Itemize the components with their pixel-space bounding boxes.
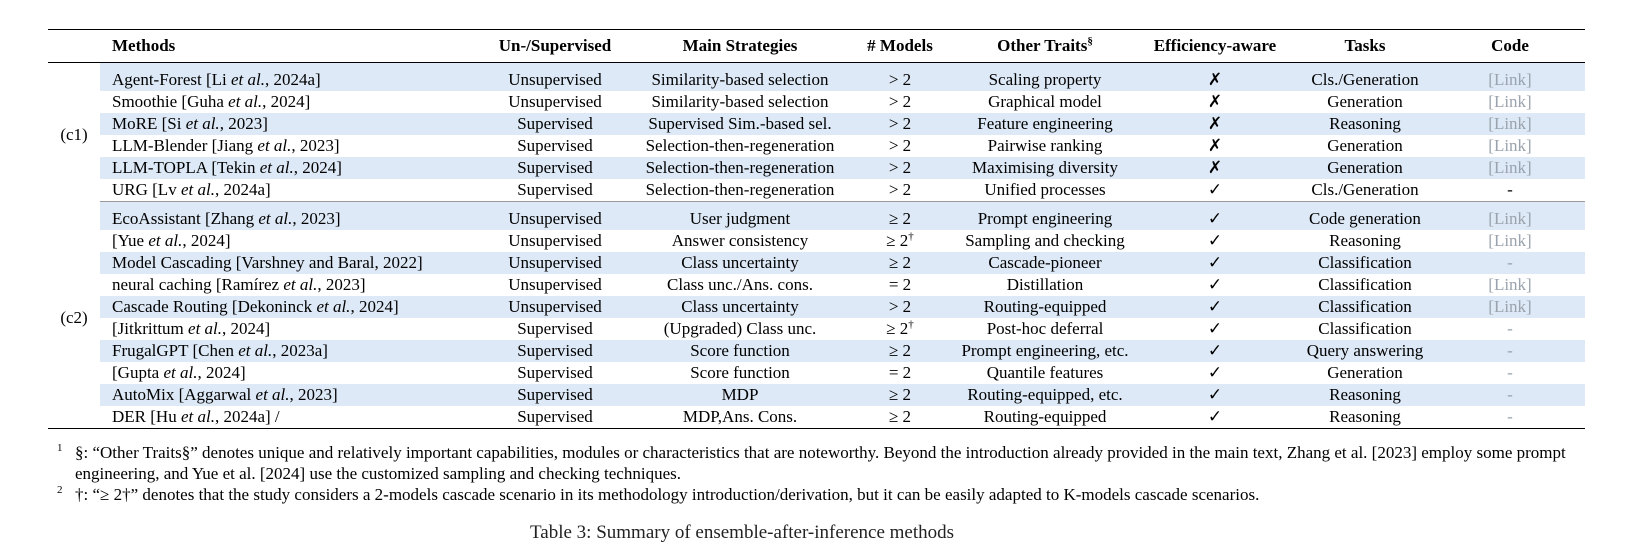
models-value: > 2 bbox=[888, 136, 912, 155]
traits-cell: Quantile features bbox=[986, 363, 1104, 382]
strategy-cell: Similarity-based selection bbox=[635, 63, 845, 92]
header-models: # Models bbox=[867, 36, 933, 55]
models-cell bbox=[845, 362, 955, 384]
method-year: , 2024] bbox=[222, 319, 271, 338]
supervision-cell: Supervised bbox=[517, 180, 593, 199]
models-value: > 2 bbox=[888, 114, 912, 133]
group-label: (c1) bbox=[48, 63, 100, 202]
check-icon: ✓ bbox=[1207, 363, 1223, 382]
method-year: , 2024] bbox=[262, 92, 311, 111]
traits-cell: Distillation bbox=[1006, 275, 1084, 294]
method-year: , 2024] bbox=[350, 297, 399, 316]
models-cell bbox=[845, 296, 955, 318]
task-cell: Generation bbox=[1295, 157, 1435, 179]
table-row bbox=[48, 230, 1585, 252]
method-cell bbox=[100, 340, 475, 362]
table-header-row bbox=[48, 30, 1585, 63]
models-value: > 2 bbox=[888, 158, 912, 177]
header-efficiency: Efficiency-aware bbox=[1153, 36, 1277, 55]
task-cell: Code generation bbox=[1295, 202, 1435, 231]
code-cell bbox=[1435, 318, 1585, 340]
footnote-1-text: §: “Other Traits§” denotes unique and relatively important capabilities, modules or characteristics that are noteworthy. Beyond the introduction already provided in the main text, Zhang et al. [2023] employ some prompt engineering, and Yue et al. [2024] use the customized sampling and checking techniques. bbox=[75, 443, 1566, 483]
traits-cell: Prompt engineering, etc. bbox=[955, 340, 1135, 362]
group-c2 bbox=[48, 202, 1585, 429]
method-etal: et al. bbox=[238, 341, 273, 360]
method-cell bbox=[100, 63, 475, 92]
models-dagger: † bbox=[908, 230, 914, 243]
code-dash: - bbox=[1507, 253, 1513, 272]
header-group bbox=[48, 30, 100, 63]
cross-icon: ✗ bbox=[1135, 113, 1295, 135]
models-value: ≥ 2 bbox=[888, 385, 912, 404]
traits-cell: Post-hoc deferral bbox=[986, 319, 1104, 338]
code-cell bbox=[1435, 91, 1585, 113]
supervision-cell: Unsupervised bbox=[475, 63, 635, 92]
task-cell: Classification bbox=[1318, 275, 1412, 294]
table-row bbox=[48, 202, 1585, 231]
strategy-cell: User judgment bbox=[635, 202, 845, 231]
method-name: FrugalGPT [Chen bbox=[112, 341, 239, 360]
task-cell: Query answering bbox=[1295, 340, 1435, 362]
header-strategies: Main Strategies bbox=[682, 36, 798, 55]
check-icon: ✓ bbox=[1207, 319, 1223, 338]
models-value: = 2 bbox=[888, 363, 912, 382]
code-cell bbox=[1435, 252, 1585, 274]
method-year: , 2023] bbox=[317, 275, 366, 294]
models-cell bbox=[845, 202, 955, 231]
table-row bbox=[48, 296, 1585, 318]
strategy-cell: Class uncertainty bbox=[635, 296, 845, 318]
task-cell: Cls./Generation bbox=[1311, 180, 1419, 199]
footnote-2: 2 †: “≥ 2†” denotes that the study considers a 2-models cascade scenario in its methodology introduction/derivation, but it can be easily adapted to K-models cascade scenarios. bbox=[57, 484, 1260, 504]
models-value: ≥ 2 bbox=[888, 209, 912, 228]
task-cell: Classification bbox=[1295, 296, 1435, 318]
method-etal: et al. bbox=[163, 363, 198, 382]
check-icon: ✓ bbox=[1135, 252, 1295, 274]
method-cell bbox=[100, 113, 475, 135]
traits-cell: Pairwise ranking bbox=[987, 136, 1103, 155]
method-etal: et al. bbox=[259, 158, 294, 177]
models-cell bbox=[845, 252, 955, 274]
cross-icon: ✗ bbox=[1207, 136, 1223, 155]
table-row bbox=[48, 179, 1585, 202]
code-cell bbox=[1435, 384, 1585, 406]
method-etal: et al. bbox=[228, 92, 263, 111]
supervision-cell: Supervised bbox=[475, 157, 635, 179]
cross-icon: ✗ bbox=[1135, 157, 1295, 179]
strategy-cell: Class unc./Ans. cons. bbox=[667, 275, 813, 294]
strategy-cell: Score function bbox=[635, 340, 845, 362]
header-other-traits: Other Traits§ bbox=[997, 35, 1093, 55]
task-cell: Cls./Generation bbox=[1295, 63, 1435, 92]
models-cell bbox=[845, 91, 955, 113]
method-cell bbox=[100, 157, 475, 179]
method-cell bbox=[100, 274, 475, 296]
task-cell: Generation bbox=[1327, 136, 1403, 155]
method-name: AutoMix [Aggarwal bbox=[112, 385, 256, 404]
supervision-cell: Supervised bbox=[517, 136, 593, 155]
footnotes bbox=[57, 442, 1607, 505]
code-cell bbox=[1435, 179, 1585, 202]
supervision-cell: Supervised bbox=[475, 113, 635, 135]
method-name: neural caching [Ramírez bbox=[112, 275, 284, 294]
method-name: URG [Lv bbox=[112, 180, 181, 199]
method-cell bbox=[100, 230, 475, 252]
strategy-cell: MDP,Ans. Cons. bbox=[682, 407, 798, 426]
table-row bbox=[48, 91, 1585, 113]
code-link[interactable]: [Link] bbox=[1488, 158, 1532, 177]
models-cell bbox=[845, 63, 955, 92]
traits-cell: Routing-equipped bbox=[983, 407, 1107, 426]
header-methods: Methods bbox=[112, 36, 176, 55]
summary-table bbox=[48, 29, 1585, 429]
method-etal: et al. bbox=[188, 319, 223, 338]
strategy-cell: Similarity-based selection bbox=[651, 92, 829, 111]
models-value: > 2 bbox=[888, 297, 912, 316]
code-dash: - bbox=[1507, 363, 1513, 382]
check-icon: ✓ bbox=[1135, 296, 1295, 318]
traits-cell: Cascade-pioneer bbox=[955, 252, 1135, 274]
method-year: , 2024a] bbox=[214, 180, 271, 199]
table-row bbox=[48, 406, 1585, 429]
supervision-cell: Unsupervised bbox=[475, 202, 635, 231]
table-row bbox=[48, 274, 1585, 296]
code-cell bbox=[1435, 406, 1585, 429]
code-cell bbox=[1435, 362, 1585, 384]
supervision-cell: Supervised bbox=[517, 319, 593, 338]
models-value: ≥ 2 bbox=[888, 253, 912, 272]
code-cell bbox=[1435, 230, 1585, 252]
group-c1 bbox=[48, 63, 1585, 202]
method-cell bbox=[100, 252, 475, 274]
check-icon: ✓ bbox=[1207, 180, 1223, 199]
method-etal: et al. bbox=[257, 136, 292, 155]
task-cell: Generation bbox=[1327, 92, 1403, 111]
traits-cell: Unified processes bbox=[984, 180, 1106, 199]
method-name: LLM-TOPLA [Tekin bbox=[112, 158, 260, 177]
method-cell bbox=[100, 91, 475, 113]
strategy-cell: Score function bbox=[690, 363, 790, 382]
traits-cell: Routing-equipped, etc. bbox=[955, 384, 1135, 406]
code-cell bbox=[1435, 113, 1585, 135]
supervision-cell: Supervised bbox=[517, 363, 593, 382]
strategy-cell: Class uncertainty bbox=[635, 252, 845, 274]
code-dash: - bbox=[1507, 180, 1513, 199]
models-cell bbox=[845, 179, 955, 202]
method-cell bbox=[100, 384, 475, 406]
strategy-cell: Selection-then-regeneration bbox=[645, 136, 835, 155]
method-year: , 2024a] bbox=[264, 70, 321, 89]
method-etal: et al. bbox=[230, 70, 265, 89]
traits-cell: Prompt engineering bbox=[955, 202, 1135, 231]
code-dash: - bbox=[1507, 319, 1513, 338]
method-year: , 2024] bbox=[293, 158, 342, 177]
supervision-cell: Supervised bbox=[517, 407, 593, 426]
method-cell bbox=[100, 296, 475, 318]
method-name: [Yue bbox=[112, 231, 149, 250]
strategy-cell: Selection-then-regeneration bbox=[645, 180, 835, 199]
code-link[interactable]: [Link] bbox=[1488, 92, 1532, 111]
code-cell bbox=[1435, 274, 1585, 296]
check-icon: ✓ bbox=[1135, 202, 1295, 231]
traits-cell: Graphical model bbox=[988, 92, 1102, 111]
code-cell bbox=[1435, 157, 1585, 179]
strategy-cell: Answer consistency bbox=[671, 231, 809, 250]
method-etal: et al. bbox=[180, 407, 215, 426]
task-cell: Classification bbox=[1295, 252, 1435, 274]
models-value: ≥ 2 bbox=[886, 319, 909, 338]
method-etal: et al. bbox=[258, 209, 293, 228]
method-cell bbox=[100, 362, 475, 384]
models-value: > 2 bbox=[888, 92, 912, 111]
method-name: Cascade Routing [Dekoninck bbox=[112, 297, 317, 316]
check-icon: ✓ bbox=[1207, 407, 1223, 426]
code-dash: - bbox=[1507, 341, 1513, 360]
table-row bbox=[48, 63, 1585, 92]
method-etal: et al. bbox=[185, 114, 220, 133]
task-cell: Reasoning bbox=[1329, 407, 1401, 426]
code-link[interactable]: [Link] bbox=[1488, 275, 1532, 294]
method-year: , 2024] bbox=[182, 231, 231, 250]
code-link[interactable]: [Link] bbox=[1488, 70, 1532, 89]
method-name: Agent-Forest [Li bbox=[112, 70, 231, 89]
strategy-cell: Selection-then-regeneration bbox=[635, 157, 845, 179]
table-row bbox=[48, 384, 1585, 406]
method-name: Model Cascading [Varshney and Baral, 2022] bbox=[112, 253, 423, 272]
method-year: , 2023] bbox=[289, 385, 338, 404]
models-value: ≥ 2 bbox=[888, 407, 912, 426]
table-row bbox=[48, 362, 1585, 384]
check-icon: ✓ bbox=[1207, 275, 1223, 294]
models-value: > 2 bbox=[888, 70, 912, 89]
code-link[interactable]: [Link] bbox=[1488, 231, 1532, 250]
code-dash: - bbox=[1507, 407, 1513, 426]
models-value: ≥ 2 bbox=[886, 231, 909, 250]
check-icon: ✓ bbox=[1207, 231, 1223, 250]
table-row bbox=[48, 252, 1585, 274]
code-link[interactable]: [Link] bbox=[1488, 209, 1532, 228]
cross-icon: ✗ bbox=[1135, 63, 1295, 92]
header-code: Code bbox=[1491, 36, 1529, 55]
models-cell bbox=[845, 340, 955, 362]
traits-cell: Maximising diversity bbox=[955, 157, 1135, 179]
code-cell bbox=[1435, 202, 1585, 231]
summary-table-container bbox=[48, 29, 1585, 429]
cross-icon: ✗ bbox=[1207, 92, 1223, 111]
table-row bbox=[48, 340, 1585, 362]
traits-cell: Routing-equipped bbox=[955, 296, 1135, 318]
models-cell bbox=[845, 406, 955, 429]
traits-cell: Scaling property bbox=[955, 63, 1135, 92]
models-value: = 2 bbox=[888, 275, 912, 294]
method-year: , 2024a] / bbox=[214, 407, 280, 426]
method-etal: et al. bbox=[283, 275, 318, 294]
method-cell bbox=[100, 202, 475, 231]
task-cell: Generation bbox=[1327, 363, 1403, 382]
method-cell bbox=[100, 406, 475, 429]
code-cell bbox=[1435, 63, 1585, 92]
supervision-cell: Unsupervised bbox=[508, 275, 602, 294]
task-cell: Reasoning bbox=[1295, 384, 1435, 406]
method-etal: et al. bbox=[255, 385, 290, 404]
method-year: , 2023a] bbox=[272, 341, 328, 360]
code-link[interactable]: [Link] bbox=[1488, 114, 1532, 133]
table-row bbox=[48, 135, 1585, 157]
check-icon: ✓ bbox=[1135, 384, 1295, 406]
task-cell: Reasoning bbox=[1295, 113, 1435, 135]
models-dagger: † bbox=[908, 318, 914, 331]
code-cell bbox=[1435, 135, 1585, 157]
strategy-cell: (Upgraded) Class unc. bbox=[663, 319, 817, 338]
supervision-cell: Supervised bbox=[475, 384, 635, 406]
models-cell bbox=[845, 384, 955, 406]
method-year: , 2024] bbox=[197, 363, 246, 382]
models-cell bbox=[845, 318, 955, 340]
supervision-cell: Unsupervised bbox=[475, 296, 635, 318]
method-name: [Gupta bbox=[112, 363, 164, 382]
models-cell bbox=[845, 230, 955, 252]
code-link[interactable]: [Link] bbox=[1488, 297, 1532, 316]
table-row bbox=[48, 113, 1585, 135]
method-year: , 2023] bbox=[219, 114, 268, 133]
models-value: > 2 bbox=[888, 180, 912, 199]
method-cell bbox=[100, 318, 475, 340]
header-tasks: Tasks bbox=[1344, 36, 1386, 55]
table-caption: Table 3: Summary of ensemble-after-inference methods bbox=[530, 522, 955, 543]
traits-cell: Sampling and checking bbox=[965, 231, 1125, 250]
task-cell: Reasoning bbox=[1329, 231, 1401, 250]
traits-cell: Feature engineering bbox=[955, 113, 1135, 135]
method-year: , 2023] bbox=[291, 136, 340, 155]
models-cell bbox=[845, 157, 955, 179]
method-name: LLM-Blender [Jiang bbox=[112, 136, 258, 155]
method-cell bbox=[100, 179, 475, 202]
supervision-cell: Supervised bbox=[475, 340, 635, 362]
code-cell bbox=[1435, 340, 1585, 362]
models-cell bbox=[845, 274, 955, 296]
method-name: DER [Hu bbox=[112, 407, 181, 426]
footnote-2-text: †: “≥ 2†” denotes that the study considers a 2-models cascade scenario in its methodology introduction/derivation, but it can be easily adapted to K-models cascade scenarios. bbox=[75, 485, 1260, 504]
strategy-cell: MDP bbox=[635, 384, 845, 406]
supervision-cell: Unsupervised bbox=[508, 231, 602, 250]
header-supervision: Un-/Supervised bbox=[498, 36, 612, 55]
supervision-cell: Unsupervised bbox=[508, 92, 602, 111]
strategy-cell: Supervised Sim.-based sel. bbox=[635, 113, 845, 135]
models-cell bbox=[845, 135, 955, 157]
method-year: , 2023] bbox=[292, 209, 341, 228]
code-dash: - bbox=[1507, 385, 1513, 404]
code-link[interactable]: [Link] bbox=[1488, 136, 1532, 155]
method-etal: et al. bbox=[180, 180, 215, 199]
method-cell bbox=[100, 135, 475, 157]
task-cell: Classification bbox=[1318, 319, 1412, 338]
method-name: EcoAssistant [Zhang bbox=[112, 209, 259, 228]
method-name: [Jitkrittum bbox=[112, 319, 189, 338]
code-cell bbox=[1435, 296, 1585, 318]
models-cell bbox=[845, 113, 955, 135]
method-etal: et al. bbox=[316, 297, 351, 316]
method-name: Smoothie [Guha bbox=[112, 92, 229, 111]
method-name: MoRE [Si bbox=[112, 114, 186, 133]
method-etal: et al. bbox=[148, 231, 183, 250]
models-value: ≥ 2 bbox=[888, 341, 912, 360]
group-label: (c2) bbox=[48, 202, 100, 429]
check-icon: ✓ bbox=[1135, 340, 1295, 362]
footnote-1: 1 §: “Other Traits§” denotes unique and relatively important capabilities, modules or characteristics that are noteworthy. Beyond the introduction already provided in the main text, Zhang et al. [2023] employ some prompt engineering, and Yue et al. [2024] use the customized sampling and checking techniques. bbox=[57, 442, 1566, 483]
table-row bbox=[48, 157, 1585, 179]
supervision-cell: Unsupervised bbox=[475, 252, 635, 274]
table-row bbox=[48, 318, 1585, 340]
